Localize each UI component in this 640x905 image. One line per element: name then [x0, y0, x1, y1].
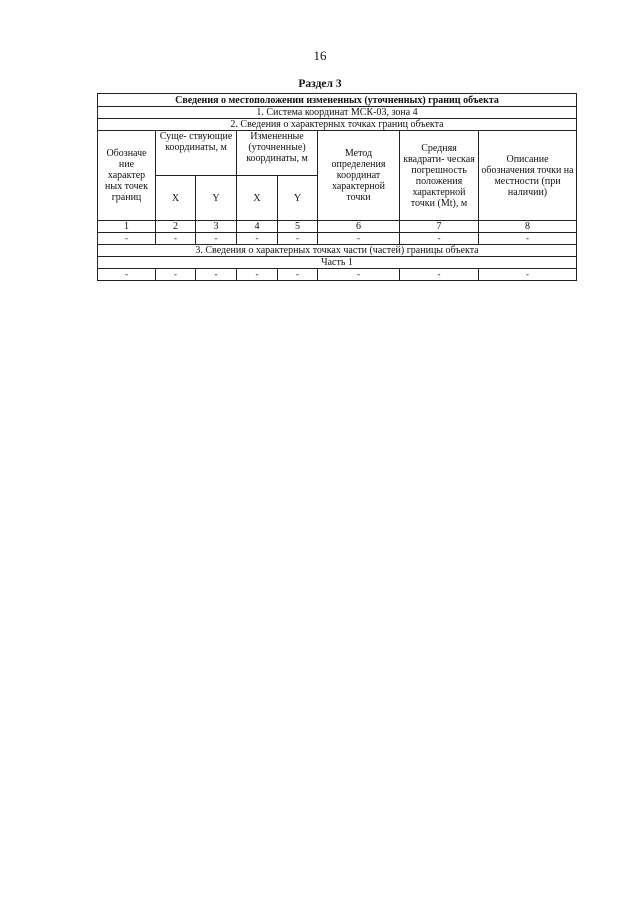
header-description: Описание обозначения точки на местности (при наличии) [479, 131, 577, 221]
table-cell: - [479, 233, 577, 245]
column-number: 5 [278, 221, 318, 233]
table-cell: - [400, 269, 479, 281]
table-cell: - [318, 233, 400, 245]
table-cell: - [237, 269, 278, 281]
table-cell: - [98, 233, 156, 245]
table-cell: - [196, 233, 237, 245]
table-title: Сведения о местоположении измененных (уточненных) границ объекта [98, 94, 577, 107]
table-row [98, 233, 577, 245]
header-changed-coords: Измененные (уточненные) координаты, м [237, 131, 318, 176]
header-y-changed: Y [278, 176, 318, 221]
header-existing-coords: Суще- ствующие координаты, м [156, 131, 237, 176]
column-number: 6 [318, 221, 400, 233]
table-cell: - [156, 233, 196, 245]
header-method: Метод определения координат характерной точки [318, 131, 400, 221]
column-number: 1 [98, 221, 156, 233]
table-cell: - [196, 269, 237, 281]
column-number: 4 [237, 221, 278, 233]
header-y-existing: Y [196, 176, 237, 221]
table-cell: - [156, 269, 196, 281]
table-cell: - [400, 233, 479, 245]
section3-label: 3. Сведения о характерных точках части (частей) границы объекта [98, 245, 577, 257]
column-number-row [98, 221, 577, 233]
column-number: 2 [156, 221, 196, 233]
section-title: Раздел 3 [298, 78, 342, 90]
column-number: 3 [196, 221, 237, 233]
table-cell: - [237, 233, 278, 245]
part-label: Часть 1 [98, 257, 577, 269]
header-error: Средняя квадрати- ческая погрешность положения характерной точки (Mt), м [400, 131, 479, 221]
table-cell: - [318, 269, 400, 281]
column-number: 7 [400, 221, 479, 233]
table-cell: - [278, 269, 318, 281]
table-row [98, 269, 577, 281]
table-cell: - [278, 233, 318, 245]
table-cell: - [479, 269, 577, 281]
header-x-changed: X [237, 176, 278, 221]
header-x-existing: X [156, 176, 196, 221]
section2-label: 2. Сведения о характерных точках границ объекта [98, 119, 577, 131]
page-number: 16 [313, 48, 327, 63]
coord-system-row: 1. Система координат МСК-03, зона 4 [98, 107, 577, 119]
header-point-label: Обозначе ние характер ных точек границ [98, 131, 156, 221]
boundary-table [97, 93, 577, 281]
column-number: 8 [479, 221, 577, 233]
table-cell: - [98, 269, 156, 281]
